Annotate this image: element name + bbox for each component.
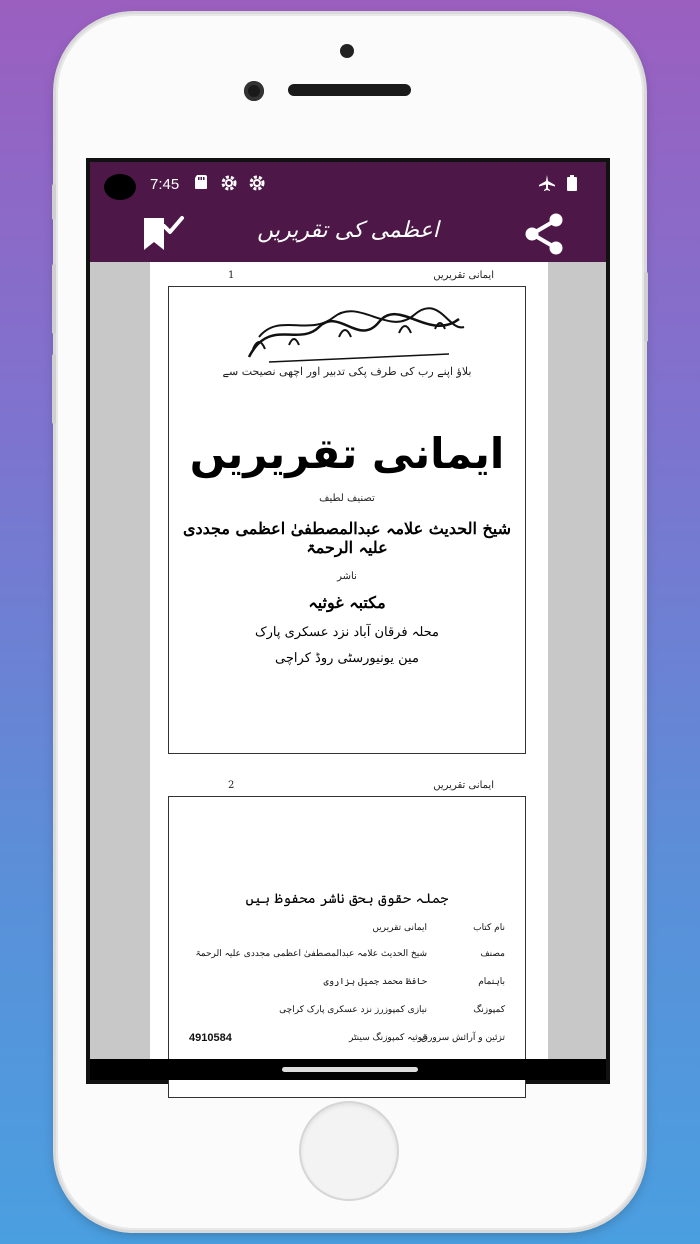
- device-screen: [86, 158, 610, 1084]
- info-key: مصنف: [480, 949, 505, 959]
- navigation-bar: [90, 1059, 606, 1080]
- info-value: شیخ الحدیث علامہ عبدالمصطفیٰ اعظمی مجددی علیہ الرحمۃ: [195, 949, 427, 959]
- page-header-title: ایمانی تقریریں: [433, 270, 494, 281]
- share-icon[interactable]: [520, 210, 568, 258]
- info-key: باہتمام: [478, 977, 505, 987]
- page-number: 1: [228, 270, 235, 281]
- settings-icon: [248, 174, 266, 196]
- pdf-viewer[interactable]: [90, 262, 606, 1059]
- status-bar: [90, 162, 606, 206]
- title-page-frame: [168, 286, 526, 754]
- page-header-title: ایمانی تقریریں: [433, 780, 494, 791]
- info-value: ایمانی تقریریں: [372, 923, 427, 933]
- front-camera: [244, 81, 264, 101]
- info-key: نام کتاب: [473, 923, 505, 933]
- proximity-sensor: [340, 44, 354, 58]
- info-row-cover-design: [189, 1033, 505, 1051]
- airplane-mode-icon: [538, 174, 556, 196]
- home-button[interactable]: [301, 1103, 397, 1199]
- camera-cutout: [104, 174, 136, 200]
- publisher-name: مکتبہ غوثیہ: [308, 593, 386, 612]
- verse-translation: بلاؤ اپنے رب کی طرف پکی تدبیر اور اچھی نصیحت سے: [222, 365, 472, 378]
- page-number: 2: [228, 780, 235, 791]
- sd-card-icon: [194, 174, 208, 194]
- home-gesture-bar[interactable]: [282, 1067, 418, 1072]
- info-row-composing: [189, 1005, 505, 1023]
- publisher-label: ناشر: [337, 571, 357, 582]
- copyright-page-frame: [168, 796, 526, 1098]
- compiled-label: تصنیف لطیف: [319, 493, 375, 504]
- page-header: [150, 270, 548, 286]
- info-phone-number: 4910584: [189, 1032, 232, 1044]
- info-value: نیازی کمپوزرز نزد عسکری پارک کراچی: [279, 1005, 427, 1015]
- info-value: حافظ محمد جمیل ہزاروی: [323, 977, 427, 987]
- publisher-address-line-1: محلہ فرقان آباد نزد عسکری پارک: [255, 625, 439, 640]
- mute-switch: [52, 184, 56, 220]
- publisher-address-line-2: مین یونیورسٹی روڈ کراچی: [275, 651, 419, 666]
- battery-icon: [566, 174, 578, 196]
- calligraphy-verse-image: [239, 307, 469, 367]
- settings-icon: [220, 174, 238, 196]
- author-name: شیخ الحدیث علامہ عبدالمصطفیٰ اعظمی مجددی علیہ الرحمۃ: [182, 519, 512, 557]
- pdf-page-1: [150, 262, 548, 772]
- info-row-author: [189, 949, 505, 967]
- info-row-book-name: [189, 923, 505, 941]
- page-header: [150, 780, 548, 796]
- info-row-supervision: [189, 977, 505, 995]
- info-value: غوثیہ کمپوزنگ سینٹر: [349, 1033, 427, 1043]
- app-title: اعظمی کی تقریریں: [257, 218, 439, 243]
- power-button: [644, 272, 648, 342]
- info-key: تزئین و آرائش سرورق: [421, 1033, 505, 1043]
- info-key: کمپوزنگ: [473, 1005, 505, 1015]
- status-time: 7:45: [150, 176, 180, 193]
- volume-down-button: [52, 354, 56, 424]
- app-bar: [90, 206, 606, 262]
- copyright-notice: جملہ حقوق بحق ناشر محفوظ ہیں: [245, 891, 449, 907]
- book-title: ایمانی تقریریں: [189, 429, 505, 478]
- volume-up-button: [52, 264, 56, 334]
- earpiece-speaker: [288, 84, 411, 96]
- pdf-page-2: [150, 772, 548, 1072]
